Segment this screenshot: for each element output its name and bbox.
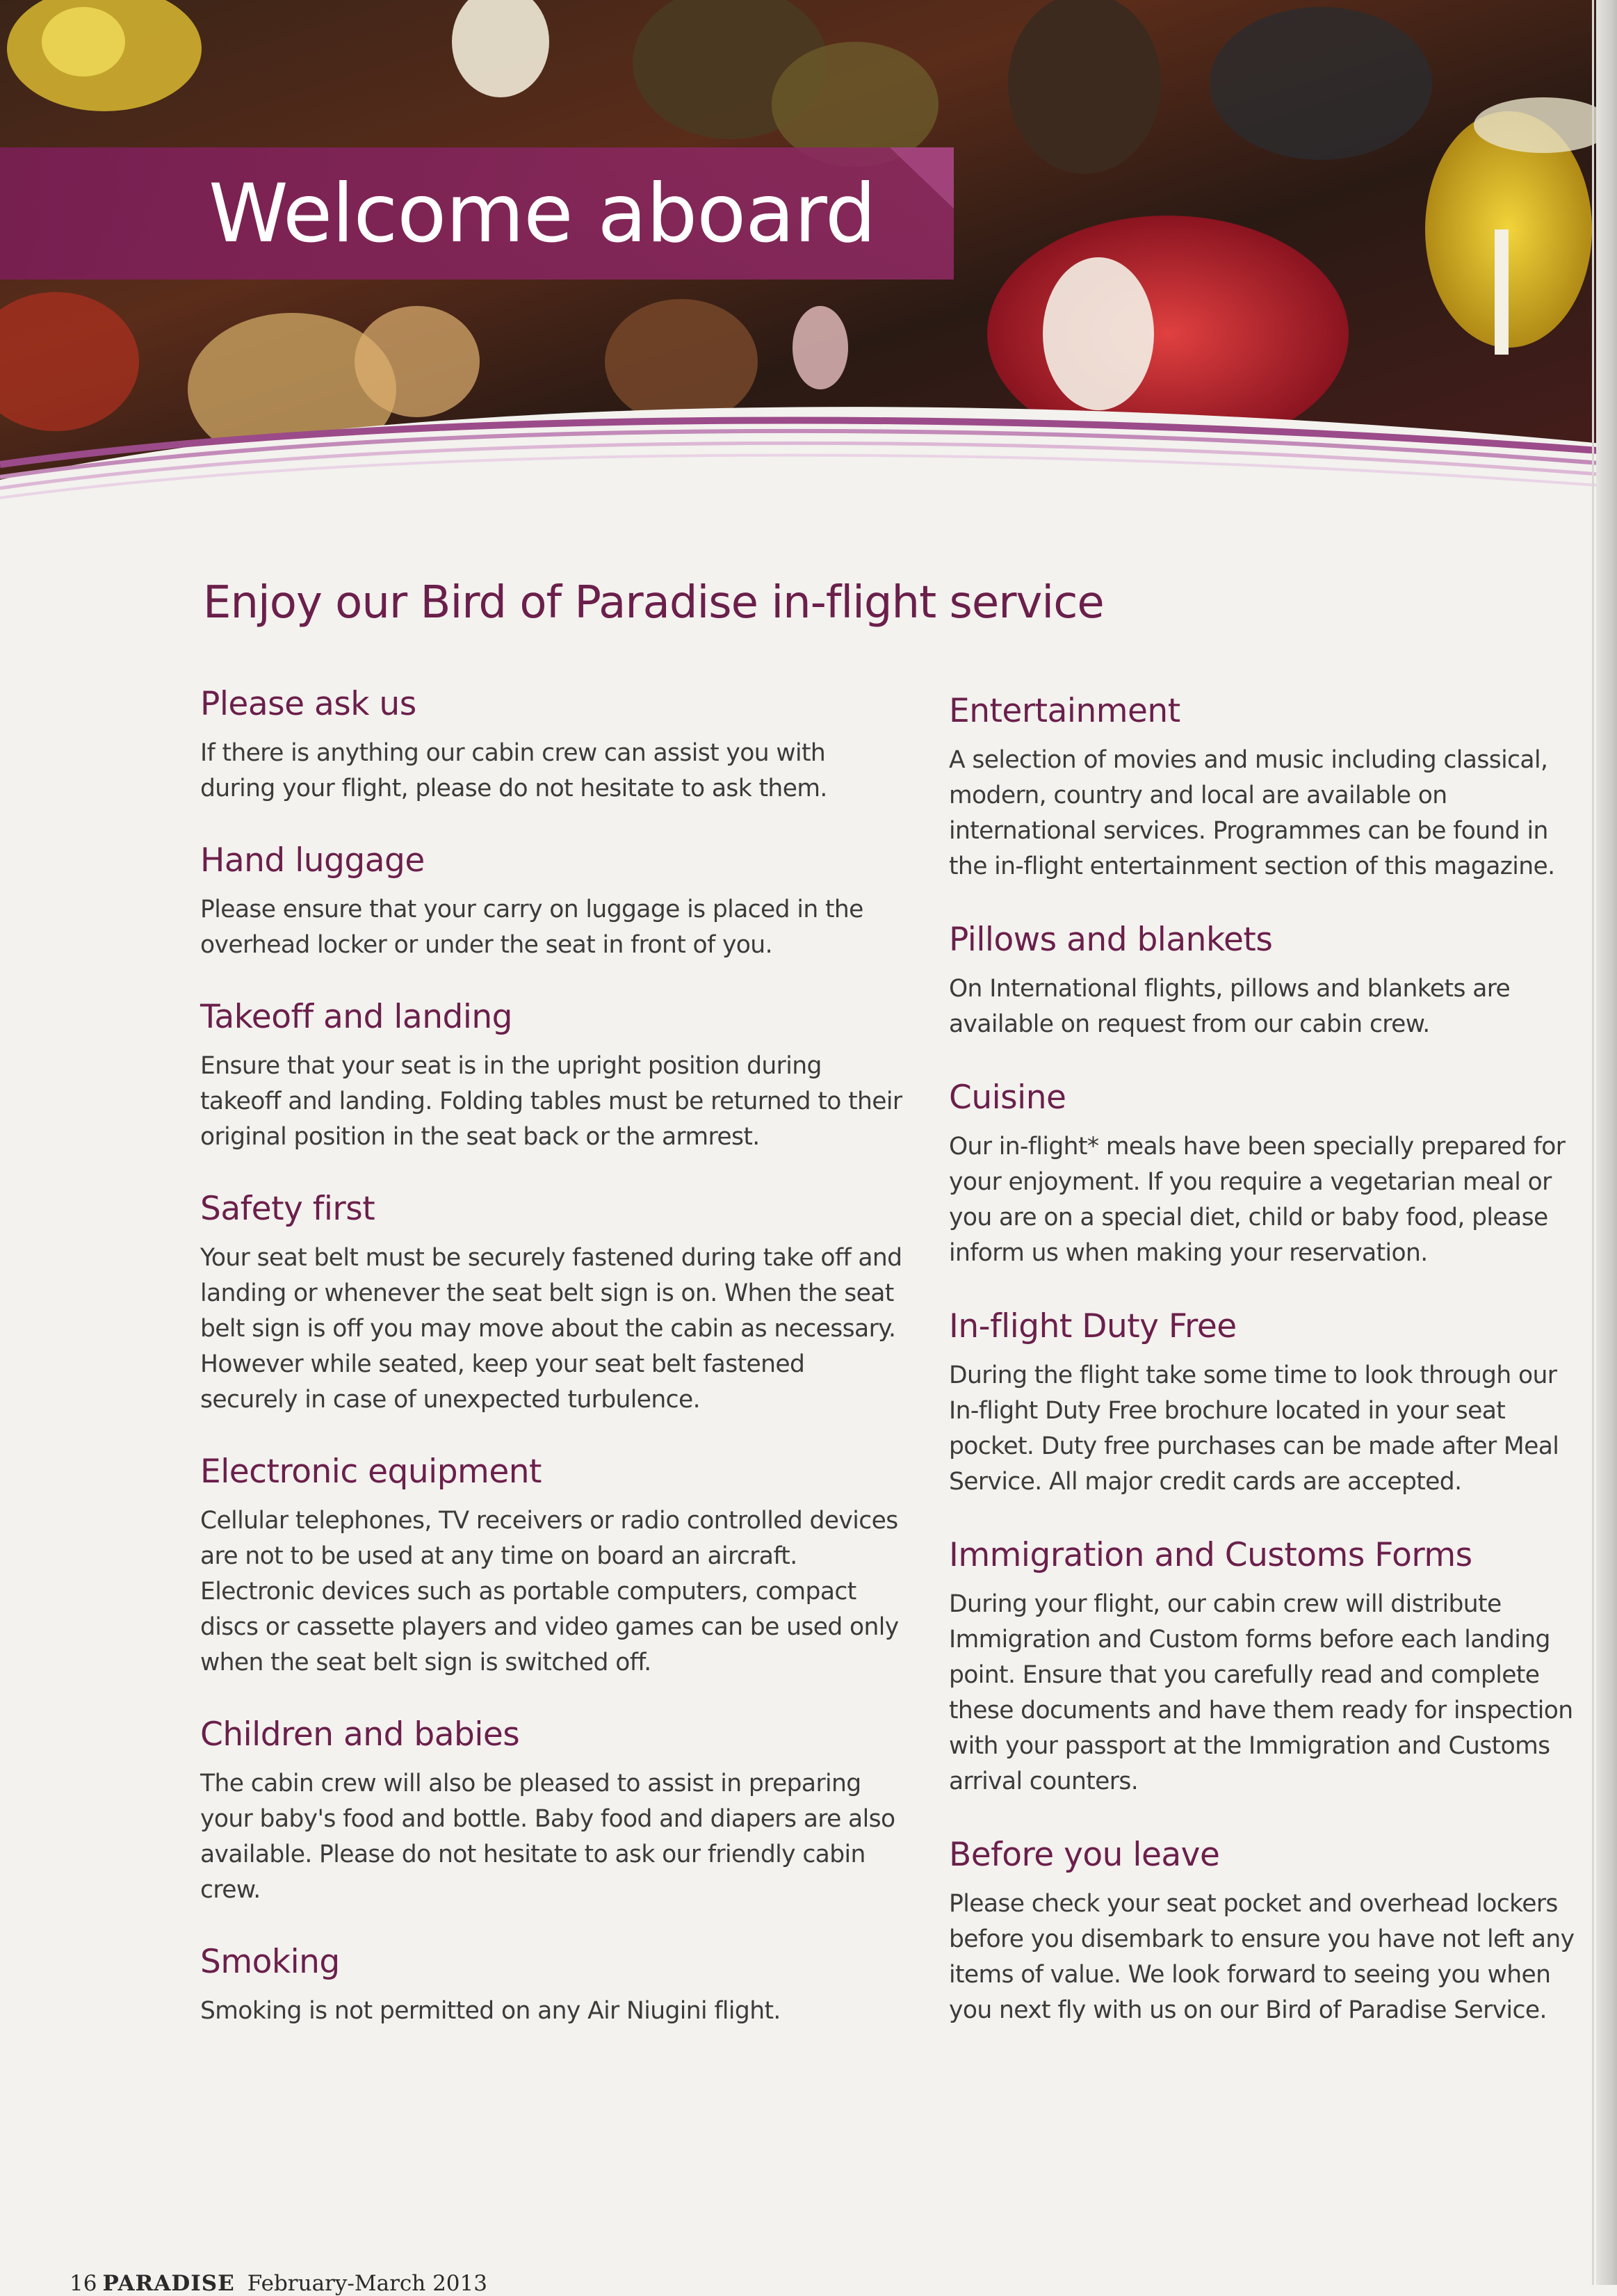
section-cuisine xyxy=(949,1078,1588,1271)
section-body: On International flights, pillows and blankets are available on request from our cabin crew. xyxy=(949,975,1511,1038)
section-before-you-leave xyxy=(949,1836,1588,2028)
page-number: 16 xyxy=(70,2271,97,2296)
section-safety-first xyxy=(200,1190,902,1418)
section-subtitle: Enjoy our Bird of Paradise in-flight service xyxy=(203,577,1104,629)
section-heading: Please ask us xyxy=(200,685,416,723)
section-body: Our in-flight* meals have been specially prepared for your enjoyment. If you require a vegetarian meal or you are on a special diet, child or baby food, please inform us when making your reservation. xyxy=(949,1133,1566,1267)
section-duty-free xyxy=(949,1307,1588,1500)
section-body: If there is anything our cabin crew can assist you with during your flight, please do not hesitate to ask them. xyxy=(200,739,827,802)
next-page-edge xyxy=(1596,0,1617,2285)
section-body: Please check your seat pocket and overhead lockers before you disembark to ensure you have not left any items of value. We look forward to seeing you when you next fly with us on our Bird of Paradise Service. xyxy=(949,1890,1575,2024)
section-body: A selection of movies and music including classical, modern, country and local are available on international services. Programmes can be found in the in-flight entertainment section of this magazine. xyxy=(949,746,1555,880)
section-heading: Before you leave xyxy=(949,1836,1220,1874)
page-footer xyxy=(70,2271,487,2296)
section-takeoff-landing xyxy=(200,998,902,1155)
issue-date: February-March 2013 xyxy=(247,2271,487,2296)
magazine-name: PARADISE xyxy=(102,2271,235,2296)
section-pillows-blankets xyxy=(949,921,1588,1042)
section-heading: Pillows and blankets xyxy=(949,921,1273,959)
section-immigration-customs xyxy=(949,1536,1588,1800)
section-body: Smoking is not permitted on any Air Niugini flight. xyxy=(200,1997,781,2025)
section-hand-luggage xyxy=(200,841,902,963)
section-heading: In-flight Duty Free xyxy=(949,1307,1237,1345)
section-heading: Takeoff and landing xyxy=(200,998,513,1036)
page-fold-line xyxy=(1592,0,1594,2285)
page-title: Welcome aboard xyxy=(209,167,876,261)
section-body: The cabin crew will also be pleased to assist in preparing your baby's food and bottle. Baby food and diapers are also available. Please do not hesitate to ask our friendly cabin crew. xyxy=(200,1770,895,1904)
section-heading: Electronic equipment xyxy=(200,1453,542,1491)
section-heading: Entertainment xyxy=(949,692,1180,730)
section-heading: Smoking xyxy=(200,1943,340,1981)
section-body: Cellular telephones, TV receivers or radio controlled devices are not to be used at any time on board an aircraft. Electronic devices such as portable computers, compact discs or cassette players and video games can be used only when the seat belt sign is switched off. xyxy=(200,1507,899,1676)
section-body: During the flight take some time to look through our In-flight Duty Free brochure located in your seat pocket. Duty free purchases can be made after Meal Service. All major credit cards are accepted. xyxy=(949,1361,1559,1496)
section-heading: Immigration and Customs Forms xyxy=(949,1536,1472,1574)
section-children-babies xyxy=(200,1715,902,1908)
section-heading: Hand luggage xyxy=(200,841,425,880)
header-banner xyxy=(0,0,1617,515)
section-please-ask-us xyxy=(200,685,902,807)
section-smoking xyxy=(200,1943,902,2029)
section-electronic-equipment xyxy=(200,1453,902,1681)
section-body: Please ensure that your carry on luggage is placed in the overhead locker or under the seat in front of you. xyxy=(200,896,863,959)
section-body: During your flight, our cabin crew will distribute Immigration and Custom forms before each landing point. Ensure that you carefully read and complete these documents and have them ready for inspection with your passport at the Immigration and Customs arrival counters. xyxy=(949,1590,1573,1795)
section-entertainment xyxy=(949,692,1588,884)
section-heading: Safety first xyxy=(200,1190,375,1228)
right-column xyxy=(949,692,1588,2064)
section-heading: Children and babies xyxy=(200,1715,520,1754)
section-body: Ensure that your seat is in the upright position during takeoff and landing. Folding tables must be returned to their original position in the seat back or the armrest. xyxy=(200,1052,902,1151)
section-heading: Cuisine xyxy=(949,1078,1066,1117)
left-column xyxy=(200,685,902,2064)
section-body: Your seat belt must be securely fastened during take off and landing or whenever the seat belt sign is on. When the seat belt sign is off you may move about the cabin as necessary. However while seated, keep your seat belt fastened securely in case of unexpected turbulence. xyxy=(200,1244,902,1414)
